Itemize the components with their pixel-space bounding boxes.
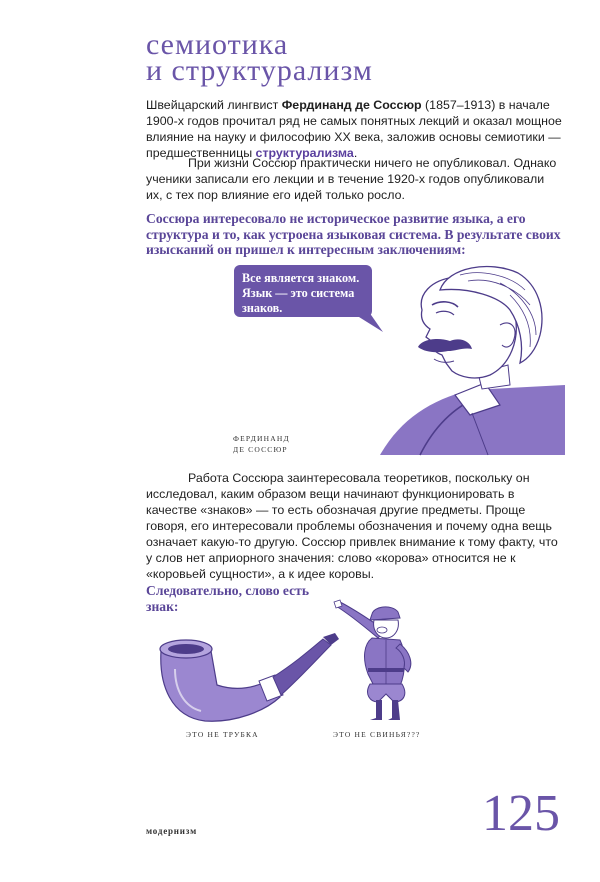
intro-paragraph bbox=[146, 97, 562, 161]
pig-figure-illustration bbox=[330, 598, 430, 723]
saussure-caption-line-2: ДЕ СОССЮР bbox=[233, 445, 288, 454]
page-number: 125 bbox=[482, 785, 560, 842]
speech-bubble: Все является знаком. Язык — это система знаков. bbox=[234, 265, 372, 317]
page-title-line-2: и структурализм bbox=[146, 54, 373, 87]
lead-paragraph-1: Соссюра интересовало не историческое развитие языка, а его структура и то, как устроена языковая система. В результате своих изысканий он пришел к интересным заключениям: bbox=[146, 211, 561, 257]
fourth-paragraph bbox=[146, 470, 564, 582]
saussure-caption-line-1: ФЕРДИНАНД bbox=[233, 434, 290, 443]
structuralism-term: структурализма bbox=[255, 146, 354, 160]
pig-caption: ЭТО НЕ СВИНЬЯ??? bbox=[333, 730, 421, 739]
intro-text-end: . bbox=[353, 146, 358, 160]
pipe-caption: ЭТО НЕ ТРУБКА bbox=[186, 730, 259, 739]
pipe-illustration bbox=[155, 625, 345, 725]
intro-text-start: Швейцарский лингвист bbox=[146, 98, 282, 112]
saussure-caption bbox=[233, 433, 290, 455]
saussure-name: Фердинанд де Соссюр bbox=[281, 98, 422, 112]
saussure-portrait-illustration bbox=[360, 255, 565, 460]
intro-text-middle: (1857–1913) в начале 1900-х годов прочитал ряд не самых понятных лекций и оказал мощное влияние на науку и философию XX века, заложив основы семиотики — предшественницы bbox=[146, 98, 562, 160]
footer-section-label: модернизм bbox=[146, 826, 197, 836]
second-paragraph-text: При жизни Соссюр практически ничего не опубликовал. Однако ученики записали его лекции и в течение 1920-х годов опубликовали их, с тех пор влияние его идей только росло. bbox=[146, 156, 557, 202]
page-title-line-1: семиотика bbox=[146, 28, 289, 61]
second-paragraph bbox=[146, 155, 562, 203]
page-title bbox=[146, 28, 373, 87]
fourth-paragraph-text: Работа Соссюра заинтересовала теоретиков, поскольку он исследовал, каким образом вещи начинают функционировать в качестве «знаков» — то есть обозначая другие предметы. Проще говоря, его интересовали проблемы обозначения и почему одна вещь означает какую-то другую. Соссюр привлек внимание к тому факту, что у слов нет априорного значения: слово «корова» относится не к «коровьей сущности», а к идее коровы. bbox=[146, 471, 558, 581]
lead-paragraph-2: Следовательно, слово есть знак: bbox=[146, 583, 310, 614]
